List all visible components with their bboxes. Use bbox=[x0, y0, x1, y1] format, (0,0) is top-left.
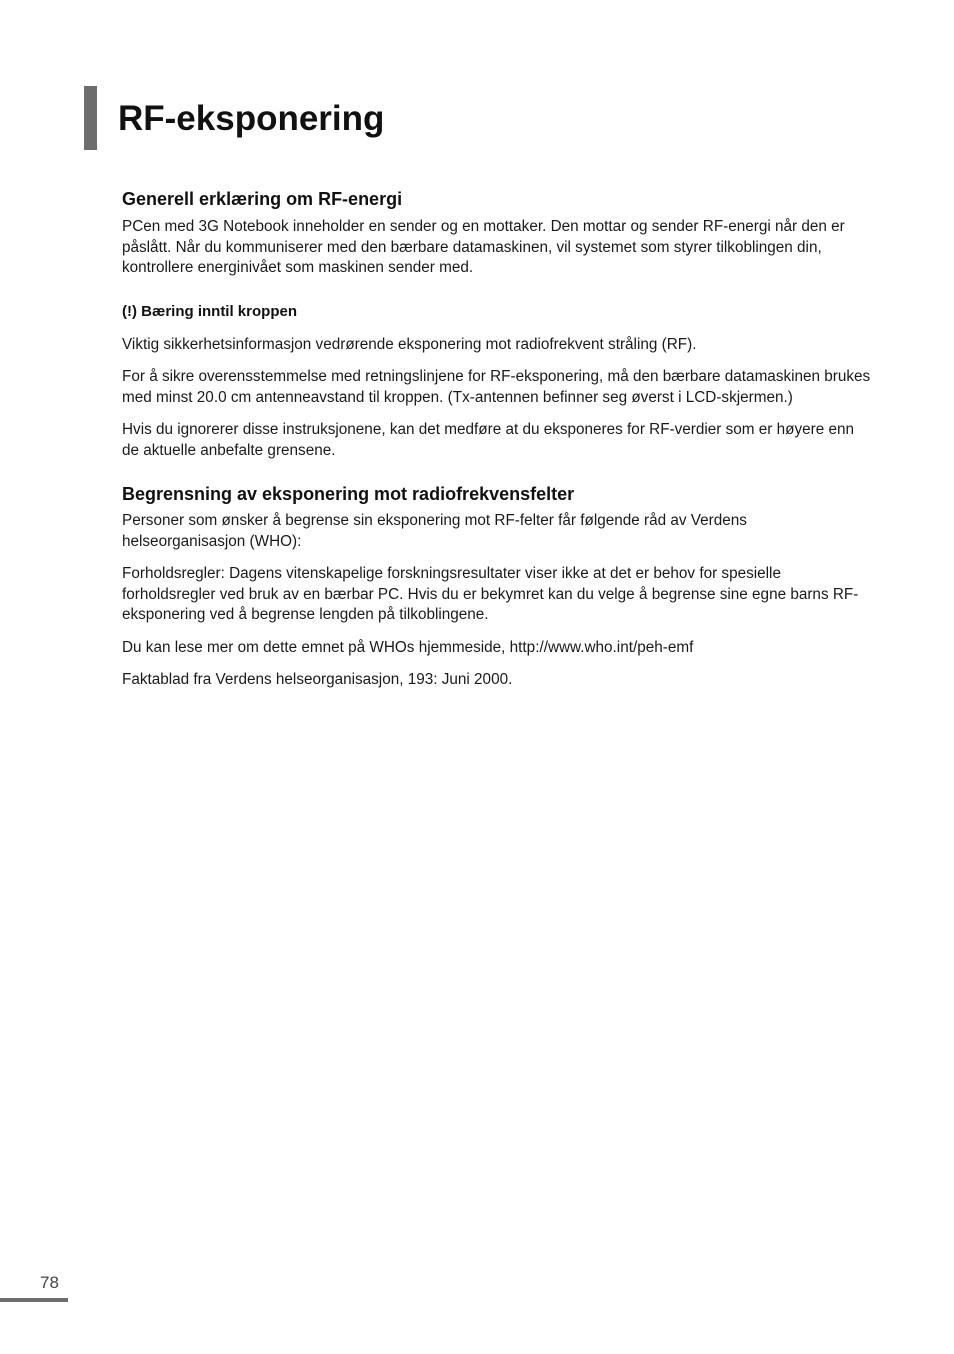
section-heading-limit-exposure: Begrensning av eksponering mot radiofrekvensfelter bbox=[122, 484, 575, 504]
document-body bbox=[122, 186, 872, 691]
title-accent-bar bbox=[84, 86, 97, 150]
paragraph-fact-sheet: Faktablad fra Verdens helseorganisasjon, 193: Juni 2000. bbox=[122, 671, 513, 688]
paragraph-precautions: Forholdsregler: Dagens vitenskapelige forskningsresultater viser ikke at det er behov for spesielle forholdsregler ved bruk av en bærbar PC. Hvis du er bekymret kan du velge å begrense sine egne barns RF-eksponering ved å begrense lengden på tilkoblingene. bbox=[122, 565, 859, 623]
paragraph-who-website: Du kan lese mer om dette emnet på WHOs hjemmeside, http://www.who.int/peh-emf bbox=[122, 638, 694, 656]
page-title: RF-eksponering bbox=[118, 99, 385, 138]
paragraph-antenna-distance: For å sikre overensstemmelse med retningslinjene for RF-eksponering, må den bærbare datamaskinen brukes med minst 20.0 cm antenneavstand til kroppen. (Tx-antennen befinner seg øverst i LCD-skjermen.) bbox=[122, 368, 871, 406]
section-heading-general-rf: Generell erklæring om RF-energi bbox=[122, 189, 403, 209]
subsection-heading-body-worn: (!) Bæring inntil kroppen bbox=[122, 302, 297, 320]
paragraph-general-rf: PCen med 3G Notebook inneholder en sender og en mottaker. Den mottar og sender RF-energi når den er påslått. Når du kommuniserer med den bærbare datamaskinen, vil systemet som styrer tilkoblingen din, kontrollere energinivået som maskinen sender med. bbox=[122, 218, 845, 276]
page-number: 78 bbox=[40, 1273, 59, 1292]
paragraph-ignore-warning: Hvis du ignorerer disse instruksjonene, kan det medføre at du eksponeres for RF-verdier som er høyere enn de aktuelle anbefalte grensene. bbox=[122, 421, 855, 459]
paragraph-safety-info: Viktig sikkerhetsinformasjon vedrørende eksponering mot radiofrekvent stråling (RF). bbox=[122, 335, 697, 353]
paragraph-who-advice: Personer som ønsker å begrense sin eksponering mot RF-felter får følgende råd av Verdens helseorganisasjon (WHO): bbox=[122, 512, 747, 550]
footer-rule bbox=[0, 1298, 68, 1302]
